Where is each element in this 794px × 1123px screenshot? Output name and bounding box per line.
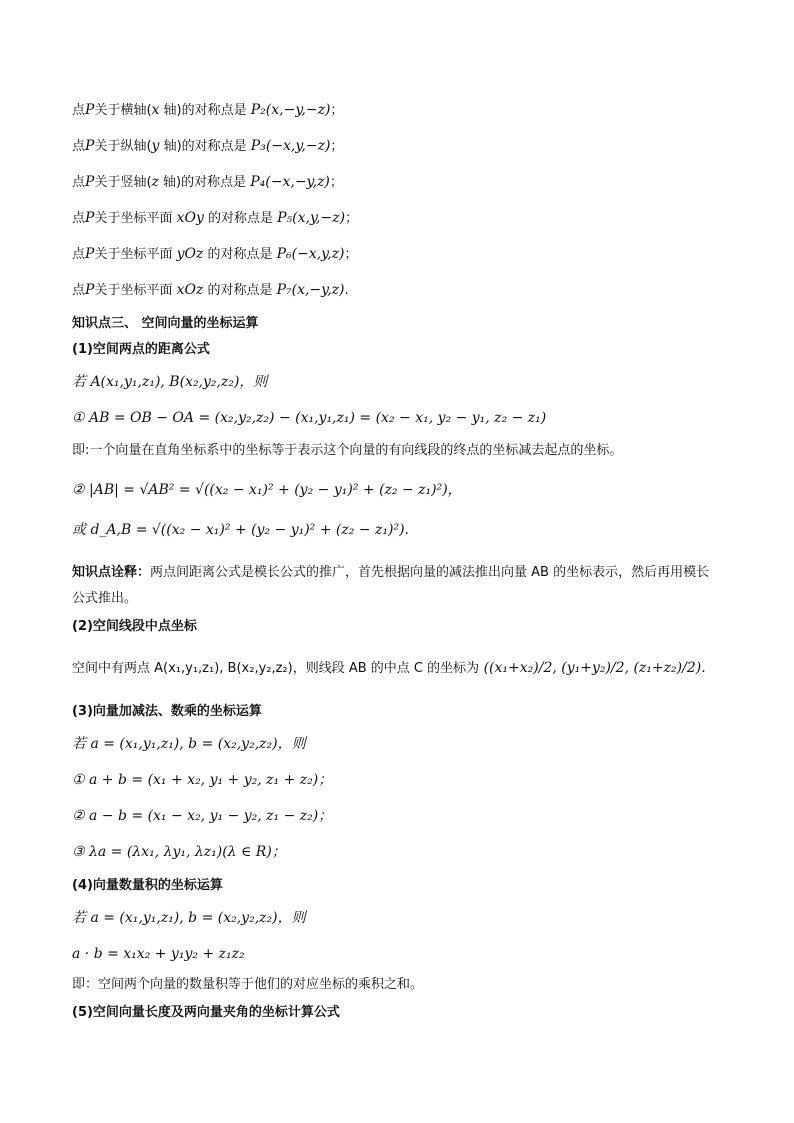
subsection-title-2: (2)空间线段中点坐标 — [72, 619, 197, 634]
sub4-given: 若 a = (x₁,y₁,z₁), b = (x₂,y₂,z₂)，则 — [72, 910, 306, 926]
text-end: . — [344, 283, 349, 298]
text-prefix: 点 — [72, 103, 86, 118]
axis-name: yOz — [176, 246, 204, 262]
subsection-title-1: (1)空间两点的距离公式 — [72, 342, 210, 357]
sub2-content — [72, 658, 706, 679]
explanation-paragraph — [72, 560, 722, 612]
text-desc: 关于竖轴( — [94, 175, 152, 190]
section-title: 知识点三、 空间向量的坐标运算 — [72, 316, 259, 331]
symmetry-line-xoy — [72, 208, 358, 229]
axis-name: xOy — [176, 210, 204, 226]
formula: P₆(−x,y,z) — [276, 246, 345, 262]
text-end: ； — [345, 211, 359, 226]
subsection-title-4: (4)向量数量积的坐标运算 — [72, 878, 223, 893]
text-desc: 关于横轴( — [94, 103, 152, 118]
sub2-formula: ((x₁+x₂)/2, (y₁+y₂)/2, (z₁+z₂)/2). — [483, 660, 706, 676]
var-p: P — [85, 174, 95, 190]
sub3-formula-1: ① a + b = (x₁ + x₂, y₁ + y₂, z₁ + z₂)； — [72, 772, 333, 788]
formula: P₅(x,y,−z) — [277, 210, 346, 226]
symmetry-line-x — [72, 100, 343, 121]
axis-name: z — [151, 174, 159, 190]
var-p: P — [85, 246, 95, 262]
text-end: ； — [344, 247, 358, 262]
explain-label: 知识点诠释： — [72, 565, 151, 580]
var-p: P — [85, 282, 95, 298]
formula: P₃(−x,y,−z) — [250, 138, 331, 154]
text-end: ； — [330, 103, 344, 118]
sub3-formula-3: ③ λa = (λx₁, λy₁, λz₁)(λ ∈ R)； — [72, 844, 286, 860]
symmetry-line-yoz — [72, 244, 358, 265]
sub4-formula-1: a · b = x₁x₂ + y₁y₂ + z₁z₂ — [72, 946, 245, 962]
text-prefix: 点 — [72, 139, 86, 154]
axis-name: xOz — [176, 282, 204, 298]
text-prefix: 点 — [72, 247, 86, 262]
var-p: P — [85, 210, 95, 226]
sub1-formula-3: 或 d_A,B = √((x₂ − x₁)² + (y₂ − y₁)² + (z₂ − z₁)²). — [72, 522, 409, 538]
text-desc: 关于坐标平面 — [94, 283, 177, 298]
var-p: P — [85, 102, 95, 118]
formula: P₇(x,−y,z) — [276, 282, 345, 298]
sub1-given: 若 A(x₁,y₁,z₁), B(x₂,y₂,z₂)，则 — [72, 374, 268, 390]
text-desc: 关于纵轴( — [94, 139, 152, 154]
sub1-formula-1: ① AB = OB − OA = (x₂,y₂,z₂) − (x₁,y₁,z₁) = (x₂ − x₁, y₂ − y₁, z₂ − z₁) — [72, 410, 547, 426]
subsection-title-3: (3)向量加减法、数乘的坐标运算 — [72, 704, 262, 719]
text-desc: 关于坐标平面 — [94, 211, 177, 226]
sub1-formula-2: ② |AB| = √AB² = √((x₂ − x₁)² + (y₂ − y₁)² + (z₂ − z₁)²)， — [72, 482, 462, 498]
formula: P₄(−x,−y,z) — [250, 174, 330, 190]
text-desc2: 的对称点是 — [203, 283, 277, 298]
subsection-title-5: (5)空间向量长度及两向量夹角的坐标计算公式 — [72, 1005, 340, 1020]
text-end: ； — [329, 175, 343, 190]
text-desc2: 轴)的对称点是 — [159, 139, 251, 154]
sub3-formula-2: ② a − b = (x₁ − x₂, y₁ − y₂, z₁ − z₂)； — [72, 808, 333, 824]
sub3-given: 若 a = (x₁,y₁,z₁), b = (x₂,y₂,z₂)，则 — [72, 736, 306, 752]
text-desc2: 轴)的对称点是 — [159, 103, 251, 118]
text-desc2: 轴)的对称点是 — [158, 175, 251, 190]
text-end: ； — [330, 139, 344, 154]
text-desc2: 的对称点是 — [203, 247, 277, 262]
formula: P₂(x,−y,−z) — [250, 102, 331, 118]
sub4-note: 即：空间两个向量的数量积等于他们的对应坐标的乘积之和。 — [72, 977, 424, 992]
text-prefix: 点 — [72, 283, 86, 298]
sub2-text: 空间中有两点 A(x₁,y₁,z₁), B(x₂,y₂,z₂)，则线段 AB 的中点 C 的坐标为 — [72, 661, 480, 676]
symmetry-line-z — [72, 172, 343, 193]
text-prefix: 点 — [72, 175, 86, 190]
axis-name: y — [151, 138, 160, 154]
text-desc: 关于坐标平面 — [94, 247, 177, 262]
symmetry-line-xoz — [72, 280, 349, 301]
axis-name: x — [151, 102, 160, 118]
var-p: P — [85, 138, 95, 154]
symmetry-line-y — [72, 136, 343, 157]
sub1-note: 即:一个向量在直角坐标系中的坐标等于表示这个向量的有向线段的终点的坐标减去起点的坐标。 — [72, 443, 623, 458]
text-prefix: 点 — [72, 211, 86, 226]
text-desc2: 的对称点是 — [203, 211, 278, 226]
explain-text: 两点间距离公式是模长公式的推广，首先根据向量的减法推出向量 AB 的坐标表示，然后再用模长公式推出。 — [72, 565, 710, 606]
